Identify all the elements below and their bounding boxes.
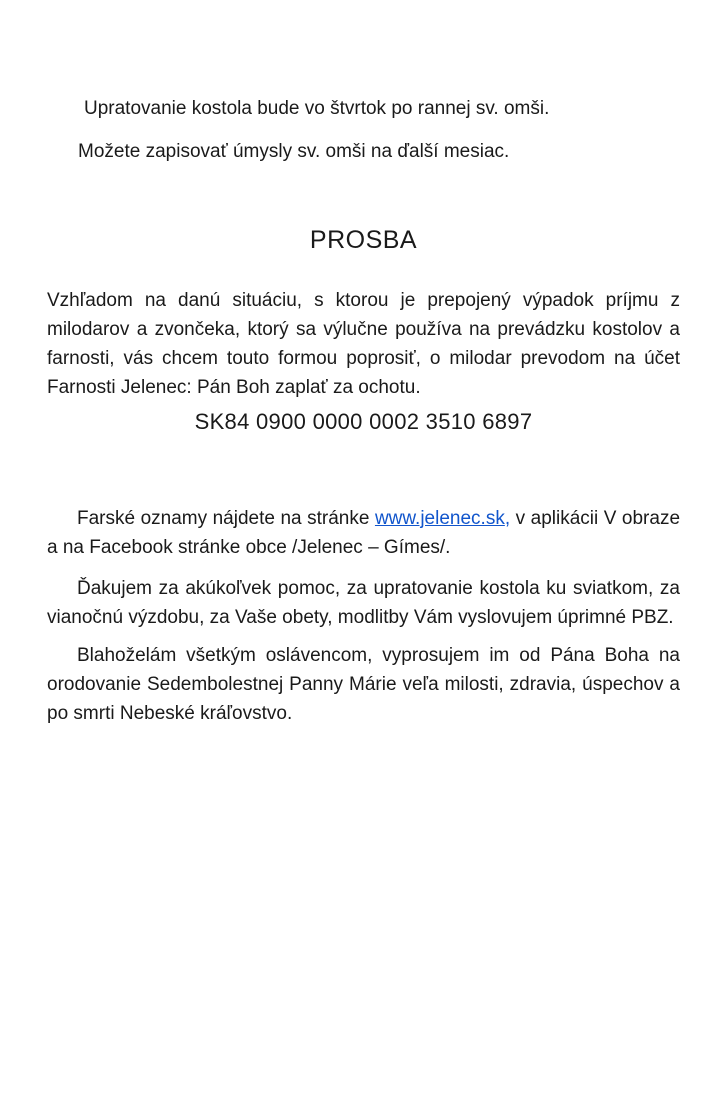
notice-mass-intentions: Možete zapisovať úmysly sv. omši na ďalší mesiac. — [78, 141, 510, 162]
notice-church-cleaning: Upratovanie kostola bude vo štvrtok po rannej sv. omši. — [84, 98, 550, 119]
congratulations-paragraph: Blahoželám všetkým oslávencom, vyprosujem im od Pána Boha na orodovanie Sedembolestnej Panny Márie veľa milosti, zdravia, úspechov a po smrti Nebeské kráľovstvo. — [47, 645, 680, 724]
website-link[interactable]: www.jelenec.sk — [374, 508, 505, 529]
donation-request-paragraph: Vzhľadom na danú situáciu, s ktorou je prepojený výpadok príjmu z milodarov a zvončeka, ktorý sa výlučne používa na prevádzku kostolov a farnosti, vás chcem touto formou poprosiť, o milodar prevodom na účet Farnosti Jelenec: Pán Boh zaplať za ochotu. — [47, 290, 680, 398]
announcements-paragraph — [47, 504, 680, 562]
thanks-paragraph: Ďakujem za akúkoľvek pomoc, za upratovanie kostola ku sviatkom, za vianočnú výzdobu, za Vaše obety, modlitby Vám vyslovujem úprimné PBZ. — [47, 578, 680, 628]
announcements-text-before: Farské oznamy nájdete na stránke — [77, 508, 375, 529]
bank-account-number: SK84 0900 0000 0002 3510 6897 — [194, 409, 533, 434]
website-link-comma: , — [504, 508, 511, 529]
document-page — [0, 94, 728, 1118]
announcements-text-after: v aplikácii V obraze a na Facebook stránke obce /Jelenec – Gímes/. — [47, 508, 681, 558]
heading-prosba: PROSBA — [309, 226, 418, 254]
